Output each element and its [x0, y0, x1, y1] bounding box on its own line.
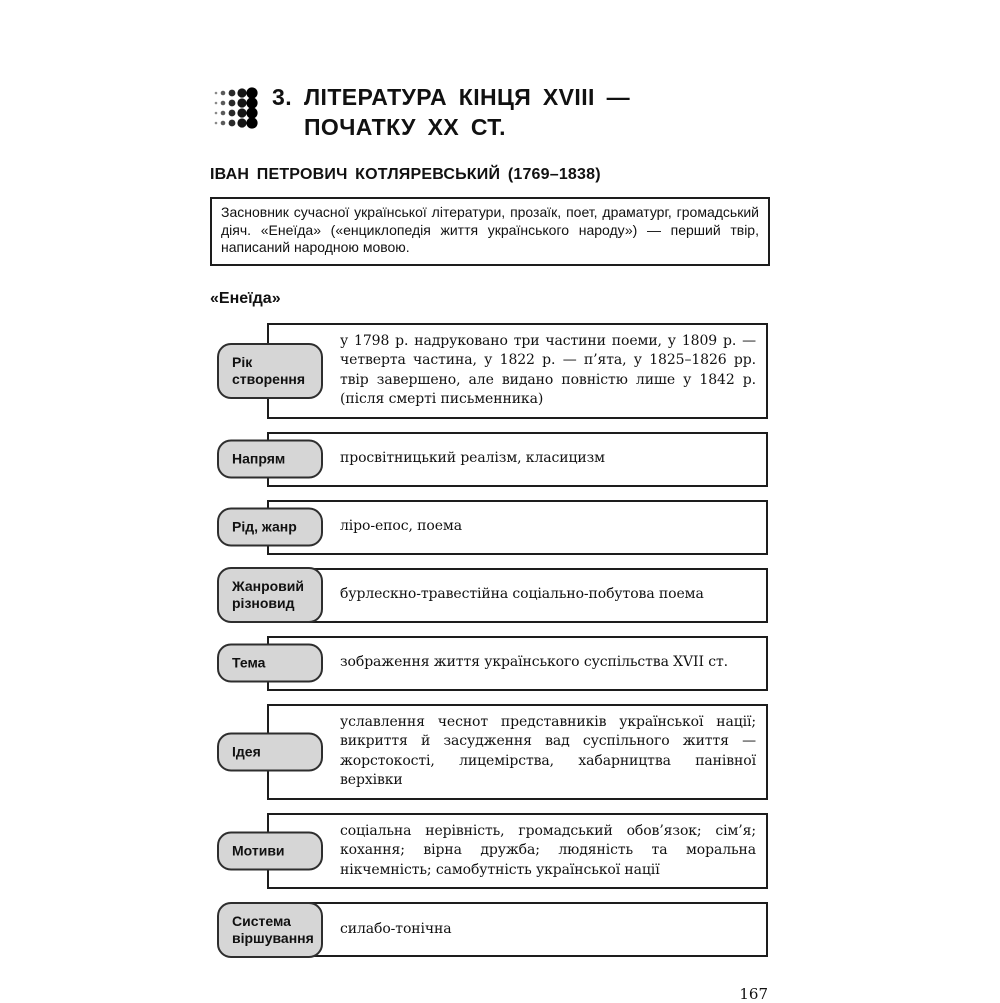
chapter-title-line2: ПОЧАТКУ XX СТ. — [303, 114, 506, 140]
book-page-content — [210, 82, 770, 1003]
row-content-box — [267, 568, 768, 623]
chapter-header — [210, 82, 770, 142]
table-row-motifs — [210, 813, 770, 890]
row-content-box — [267, 636, 768, 691]
chapter-title-line1: ЛІТЕРАТУРА КІНЦЯ XVIII — — [303, 84, 630, 110]
row-label: Тема — [217, 644, 323, 683]
row-label: Жанровий різновид — [217, 567, 323, 623]
row-content-text: силабо-тонічна — [340, 920, 452, 937]
dot-matrix-icon — [212, 87, 258, 129]
table-row-genre — [210, 500, 770, 555]
row-content-text: уславлення чеснот представників української нації; викриття й засудження вад суспільного життя — жорстокості, лицемірства, хабарництва панівної верхівки — [340, 713, 756, 788]
row-label: Рік створення — [217, 343, 323, 399]
row-label: Ідея — [217, 732, 323, 771]
row-content-box — [267, 500, 768, 555]
row-content-box — [267, 813, 768, 890]
row-content-text: соціальна нерівність, громадський обов’язок; сім’я; кохання; вірна дружба; людяність та моральна нікчемність; самобутність української нації — [340, 822, 756, 878]
row-content-text: ліро-епос, поема — [340, 518, 462, 535]
row-content-text: зображення життя українського суспільства XVII ст. — [340, 654, 728, 671]
author-heading: ІВАН ПЕТРОВИЧ КОТЛЯРЕВСЬКИЙ (1769–1838) — [210, 166, 601, 183]
table-row-creation-year — [210, 323, 770, 419]
chapter-title — [304, 82, 630, 142]
row-content-box — [267, 704, 768, 800]
table-row-theme — [210, 636, 770, 691]
row-content-text: просвітницький реалізм, класицизм — [340, 450, 605, 467]
author-description-box — [210, 197, 770, 266]
row-label: Напрям — [217, 440, 323, 479]
row-label: Рід, жанр — [217, 508, 323, 547]
row-content-text: у 1798 р. надруковано три частини поеми, у 1809 р. — четверта частина, у 1822 р. — п’ята, у 1825–1826 рр. твір завершено, але видано повністю лише у 1842 р. (після смерті письменника) — [340, 332, 756, 407]
author-description-text: Засновник сучасної української літератури, прозаїк, поет, драматург, громадський діяч. «Енеїда» («енциклопедія життя українського народу») — перший твір, написаний народною мовою. — [221, 204, 759, 255]
row-content-box — [267, 323, 768, 419]
row-content-text: бурлескно-травестійна соціально-побутова поема — [340, 586, 704, 603]
work-analysis-table — [210, 323, 770, 958]
page-number: 167 — [739, 985, 768, 1003]
chapter-number: 3. — [272, 84, 292, 110]
row-label: Мотиви — [217, 831, 323, 870]
row-content-box — [267, 902, 768, 957]
table-row-idea — [210, 704, 770, 800]
work-title: «Енеїда» — [210, 289, 281, 307]
table-row-versification — [210, 902, 770, 957]
table-row-genre-variety — [210, 568, 770, 623]
table-row-direction — [210, 432, 770, 487]
row-label: Система віршування — [217, 902, 323, 958]
row-content-box — [267, 432, 768, 487]
